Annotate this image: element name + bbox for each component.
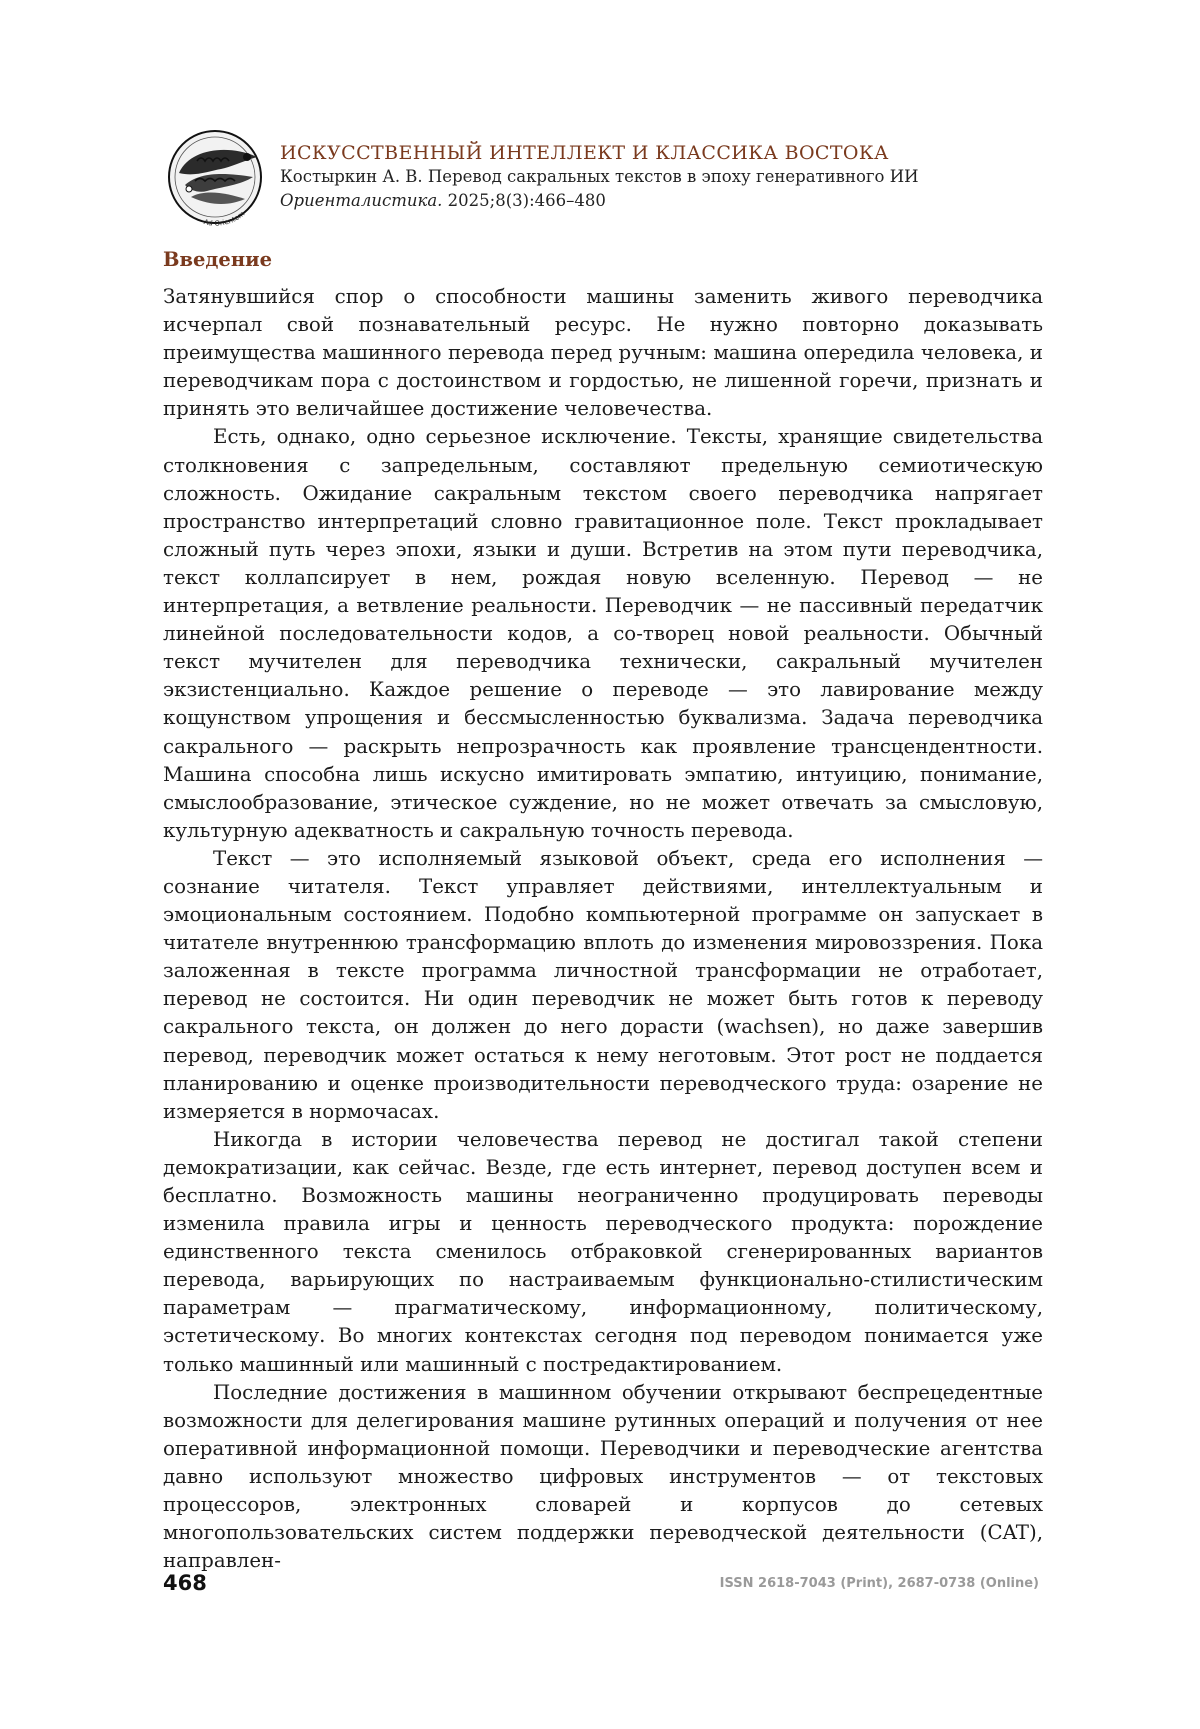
article-body	[163, 283, 1043, 1575]
logo-caption: Ad Orientem	[202, 209, 247, 227]
section-heading: Введение	[163, 248, 272, 271]
journal-name: Ориенталистика.	[280, 191, 443, 210]
paragraph: Затянувшийся спор о способности машины заменить живого переводчика исчерпал свой познавательный ресурс. Не нужно повторно доказывать преимущества машинного перевода перед ручным: машина опередила человека, и переводчикам пора с достоинством и гордостью, не лишенной горечи, признать и принять это величайшее достижение человечества.	[163, 285, 1043, 421]
article-reference: Костыркин А. В. Перевод сакральных текстов в эпоху генеративного ИИ	[280, 167, 919, 186]
journal-section-title: ИСКУССТВЕННЫЙ ИНТЕЛЛЕКТ И КЛАССИКА ВОСТОКА	[280, 142, 889, 164]
page-number: 468	[163, 1571, 207, 1595]
header-text-block	[280, 141, 1060, 213]
citation-line	[280, 189, 1060, 213]
running-header	[161, 127, 1061, 227]
paragraph: Есть, однако, одно серьезное исключение. Тексты, хранящие свидетельства столкновения с запредельным, составляют предельную семиотическую сложность. Ожидание сакральным текстом своего переводчика напрягает пространство интерпретаций словно гравитационное поле. Текст прокладывает сложный путь через эпохи, языки и души. Встретив на этом пути переводчика, текст коллапсирует в нем, рождая новую вселенную. Перевод — не интерпретация, а ветвление реальности. Переводчик — не пассивный передатчик линейной последовательности кодов, а со-творец новой реальности. Обычный текст мучителен для переводчика технически, сакральный мучителен экзистенциально. Каждое решение о переводе — это лавирование между кощунством упрощения и бессмысленностью буквализма. Задача переводчика сакрального — раскрыть непрозрачность как проявление трансцендентности. Машина способна лишь искусно имитировать эмпатию, интуицию, понимание, смыслообразование, этическое суждение, но не может отвечать за смысловую, культурную адекватность и сакральную точность перевода.	[163, 425, 1043, 842]
journal-logo	[161, 127, 269, 227]
paragraph: Последние достижения в машинном обучении открывают беспрецедентные возможности для делегирования машине рутинных операций и получения от нее оперативной информационной помощи. Переводчики и переводческие агентства давно используют множество цифровых инструментов — от текстовых процессоров, электронных словарей и корпусов до сетевых многопользовательских систем поддержки переводческой деятельности (CAT), направлен-	[163, 1380, 1043, 1573]
citation-details: 2025;8(3):466–480	[442, 191, 606, 210]
paragraph: Текст — это исполняемый языковой объект, среда его исполнения — сознание читателя. Текст управляет действиями, интеллектуальным и эмоциональным состоянием. Подобно компьютерной программе он запускает в читателе внутреннюю трансформацию вплоть до изменения мировоззрения. Пока заложенная в тексте программа личностной трансформации не отработает, перевод не состоится. Ни один переводчик не может быть готов к переводу сакрального текста, он должен до него дорасти (wachsen), но даже завершив перевод, переводчик может остаться к нему неготовым. Этот рост не поддается планированию и оценке производительности переводческого труда: озарение не измеряется в нормочасах.	[163, 846, 1043, 1123]
paragraph: Никогда в истории человечества перевод не достигал такой степени демократизации, как сейчас. Везде, где есть интернет, перевод доступен всем и бесплатно. Возможность машины неограниченно продуцировать переводы изменила правила игры и ценность переводческого продукта: порождение единственного текста сменилось отбраковкой сгенерированных вариантов перевода, варьирующих по настраиваемым функционально-стилистическим параметрам — прагматическому, информационному, политическому, эстетическому. Во многих контекстах сегодня под переводом понимается уже только машинный или машинный с постредактированием.	[163, 1127, 1043, 1376]
issn-line: ISSN 2618-7043 (Print), 2687-0738 (Online)	[719, 1576, 1039, 1591]
